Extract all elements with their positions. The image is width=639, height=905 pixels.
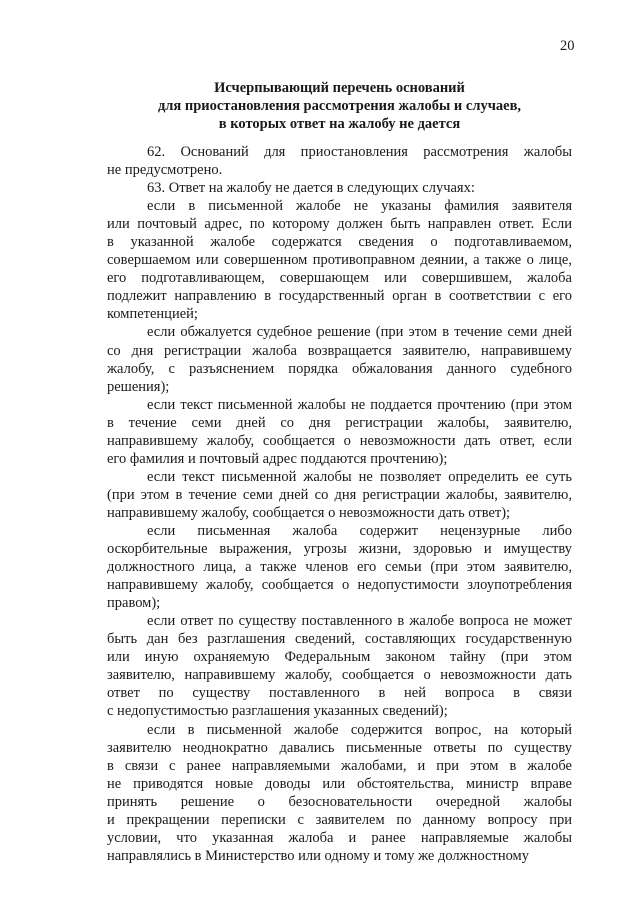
paragraph-line: компетенцией; xyxy=(107,306,198,323)
paragraph-line: не предусмотрено. xyxy=(107,162,223,179)
paragraph-line: если письменная жалоба содержит нецензурные либо xyxy=(147,522,572,539)
paragraph-line: если обжалуется судебное решение (при этом в течение семи дней xyxy=(147,324,572,341)
paragraph-line: подлежит направлению в государственный орган в соответствии с его xyxy=(107,288,572,305)
paragraph-line: или почтовый адрес, по которому должен быть направлен ответ. Если xyxy=(107,216,572,233)
paragraph-line: направлялись в Министерство или одному и тому же должностному xyxy=(107,847,529,864)
paragraph-line: в указанной жалобе содержатся сведения о подготавливаемом, xyxy=(107,234,572,251)
paragraph-line: если в письменной жалобе не указаны фамилия заявителя xyxy=(147,198,572,215)
paragraph-line: оскорбительные выражения, угрозы жизни, здоровью и имуществу xyxy=(107,541,572,558)
paragraph-line: если ответ по существу поставленного в жалобе вопроса не может xyxy=(147,613,572,630)
paragraph-line: не приводятся новые доводы или обстоятельства, министр вправе xyxy=(107,775,572,792)
section-heading xyxy=(107,79,572,133)
heading-line: в которых ответ на жалобу не дается xyxy=(218,116,461,132)
paragraph-line: заявителю, направившему жалобу, сообщается о невозможности дать xyxy=(107,667,572,684)
paragraph xyxy=(107,522,572,612)
paragraph-line: если текст письменной жалобы не поддается прочтению (при этом xyxy=(147,396,572,413)
paragraph-line: совершаемом или совершенном противоправном деянии, а также о лице, xyxy=(107,252,572,269)
paragraph-line: принять решение о безосновательности очередной жалобы xyxy=(107,793,572,810)
paragraph-line: быть дан без разглашения сведений, составляющих государственную xyxy=(107,631,572,648)
paragraph-line: направившему жалобу, сообщается о недопустимости злоупотребления xyxy=(107,577,572,594)
paragraph xyxy=(107,468,572,522)
paragraph-line: 63. Ответ на жалобу не дается в следующих случаях: xyxy=(147,180,475,197)
paragraph-line: решения); xyxy=(107,378,170,395)
paragraph-line: его фамилия и почтовый адрес поддаются прочтению); xyxy=(107,450,448,467)
paragraph xyxy=(107,323,572,395)
paragraph xyxy=(107,612,572,720)
paragraph xyxy=(107,143,572,179)
paragraph-line: и прекращении переписки с заявителем по данному вопросу при xyxy=(107,811,572,828)
paragraph-line: или иную охраняемую Федеральным законом тайну (при этом xyxy=(107,649,572,666)
paragraph-line: ответ по существу поставленного в ней вопроса в связи xyxy=(107,685,572,702)
paragraph-line: 62. Оснований для приостановления рассмотрения жалобы xyxy=(147,144,572,160)
paragraph xyxy=(107,179,572,197)
page-number: 20 xyxy=(560,38,575,54)
paragraph-line: с недопустимостью разглашения указанных сведений); xyxy=(107,703,448,720)
paragraph-line: если в письменной жалобе содержится вопрос, на который xyxy=(147,721,572,738)
paragraph xyxy=(107,721,572,865)
heading-line: Исчерпывающий перечень оснований xyxy=(214,80,465,96)
paragraph-line: направившему жалобу, сообщается о невозможности дать ответ, если xyxy=(107,432,572,449)
paragraph xyxy=(107,396,572,468)
paragraph-line: направившему жалобу, сообщается о невозможности дать ответ); xyxy=(107,504,511,521)
paragraph-line: со дня регистрации жалоба возвращается заявителю, направившему xyxy=(107,342,572,359)
heading-line: для приостановления рассмотрения жалобы и случаев, xyxy=(157,98,522,114)
paragraph-line: правом); xyxy=(107,595,161,612)
paragraph-line: его подготавливающем, совершающем или совершившем, жалоба xyxy=(107,270,572,287)
paragraph-line: должностного лица, а также членов его семьи (при этом заявителю, xyxy=(107,559,572,576)
paragraph-line: (при этом в течение семи дней со дня регистрации жалобы, заявителю, xyxy=(107,486,572,503)
paragraph-line: заявителю неоднократно давались письменные ответы по существу xyxy=(107,739,572,756)
paragraph-line: в течение семи дней со дня регистрации жалобы, заявителю, xyxy=(107,414,572,431)
paragraph-line: если текст письменной жалобы не позволяет определить ее суть xyxy=(147,468,572,485)
paragraph-line: жалобу, с разъяснением порядка обжалования данного судебного xyxy=(107,360,572,377)
paragraph-line: условии, что указанная жалоба и ранее направляемые жалобы xyxy=(107,829,572,846)
paragraph-line: в связи с ранее направляемыми жалобами, и при этом в жалобе xyxy=(107,757,572,774)
document-body xyxy=(107,143,572,865)
paragraph xyxy=(107,197,572,323)
